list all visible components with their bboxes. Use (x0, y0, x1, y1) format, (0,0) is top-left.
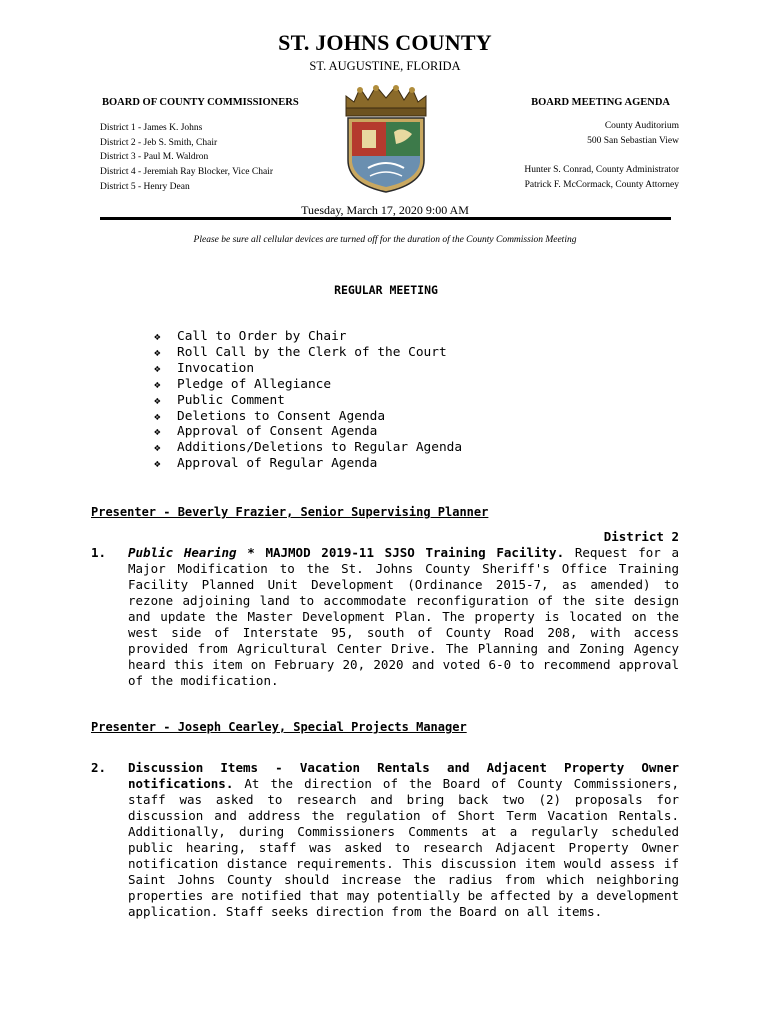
agenda-item-1 (128, 545, 679, 689)
district-list (100, 121, 273, 195)
district-2: District 2 - Jeb S. Smith, Chair (100, 137, 218, 148)
presenter-cearley: Presenter - Joseph Cearley, Special Projects Manager (91, 720, 467, 734)
district-4: District 4 - Jeremiah Ray Blocker, Vice Chair (100, 167, 273, 178)
cellphone-notice: Please be sure all cellular devices are turned off for the duration of the County Commission Meeting (193, 235, 577, 245)
county-administrator: Hunter S. Conrad, County Administrator (524, 165, 679, 175)
list-item: ❖ Call to Order by Chair (154, 329, 347, 344)
divider-rule (100, 217, 671, 220)
diamond-bullet-icon: ❖ (154, 345, 161, 359)
diamond-bullet-icon: ❖ (154, 393, 161, 407)
venue-name: County Auditorium (604, 121, 679, 131)
board-heading: BOARD OF COUNTY COMMISSIONERS (102, 97, 299, 108)
diamond-bullet-icon: ❖ (154, 441, 161, 455)
venue-address: 500 San Sebastian View (587, 135, 679, 146)
list-item: ❖ Additions/Deletions to Regular Agenda (154, 440, 463, 456)
opening-items-list (154, 329, 462, 472)
item-number-1: 1. (91, 545, 107, 560)
regular-meeting-heading: REGULAR MEETING (334, 283, 438, 297)
city-subtitle: ST. AUGUSTINE, FLORIDA (309, 59, 461, 73)
meeting-date: Tuesday, March 17, 2020 9:00 AM (301, 203, 469, 217)
list-item: ❖ Pledge of Allegiance (154, 376, 332, 392)
district-1: District 1 - James K. Johns (100, 123, 203, 133)
county-seal-icon (340, 82, 432, 196)
diamond-bullet-icon: ❖ (154, 361, 161, 375)
diamond-bullet-icon: ❖ (154, 425, 161, 439)
officers-block (524, 163, 679, 192)
list-item: ❖ Approval of Consent Agenda (154, 424, 378, 440)
county-title: ST. JOHNS COUNTY (278, 30, 492, 55)
presenter-frazier: Presenter - Beverly Frazier, Senior Supervising Planner (91, 505, 489, 519)
diamond-bullet-icon: ❖ (154, 377, 161, 391)
district-3: District 3 - Paul M. Waldron (100, 152, 209, 163)
diamond-bullet-icon: ❖ (154, 457, 161, 471)
diamond-bullet-icon: ❖ (154, 409, 161, 423)
district-label: District 2 (603, 529, 679, 544)
list-item: ❖ Invocation (154, 360, 255, 376)
list-item: ❖ Roll Call by the Clerk of the Court (154, 344, 447, 360)
district-5: District 5 - Henry Dean (100, 181, 190, 192)
item-number-2: 2. (91, 760, 107, 775)
item-1-description: Request for a Major Modification to the St. Johns County Sheriff's Office Training Facility Planned Unit Development (Ordinance 2015-7, as amended) to rezone adjoining land to accommodate reconfiguration of the site design and update the Master Development Plan. The property is located on the west side of Interstate 95, south of County Road 208, with access provided from Agricultural Center Drive. The Planning and Zoning Agency heard this item on February 20, 2020 and voted 6-0 to recommend approval of the modification. (128, 545, 679, 688)
agenda-item-2 (128, 760, 679, 920)
agenda-heading: BOARD MEETING AGENDA (531, 97, 670, 108)
list-item: ❖ Deletions to Consent Agenda (154, 408, 386, 424)
county-attorney: Patrick F. McCormack, County Attorney (524, 179, 679, 190)
venue-block (587, 119, 679, 148)
public-hearing-label: Public Hearing (128, 545, 237, 560)
diamond-bullet-icon: ❖ (154, 330, 161, 343)
list-item: ❖ Approval of Regular Agenda (154, 456, 378, 472)
item-2-title: Discussion Items - Vacation Rentals and Adjacent Property Owner notifications. (128, 760, 679, 791)
item-1-title: * MAJMOD 2019-11 SJSO Training Facility. (236, 545, 565, 560)
item-2-description: At the direction of the Board of County Commissioners, staff was asked to research and bring back two (2) proposals for discussion and address the regulation of Short Term Vacation Rentals. Additionally, during Commissioners Comments at a regularly scheduled public hearing, staff was asked to research Adjacent Property Owner notification distance requirements. This discussion item would assess if Saint Johns County should increase the radius from which neighboring properties are notified that may potentially be affected by a development application. Staff seeks direction from the Board on all items. (128, 776, 679, 919)
list-item: ❖ Public Comment (154, 392, 285, 408)
